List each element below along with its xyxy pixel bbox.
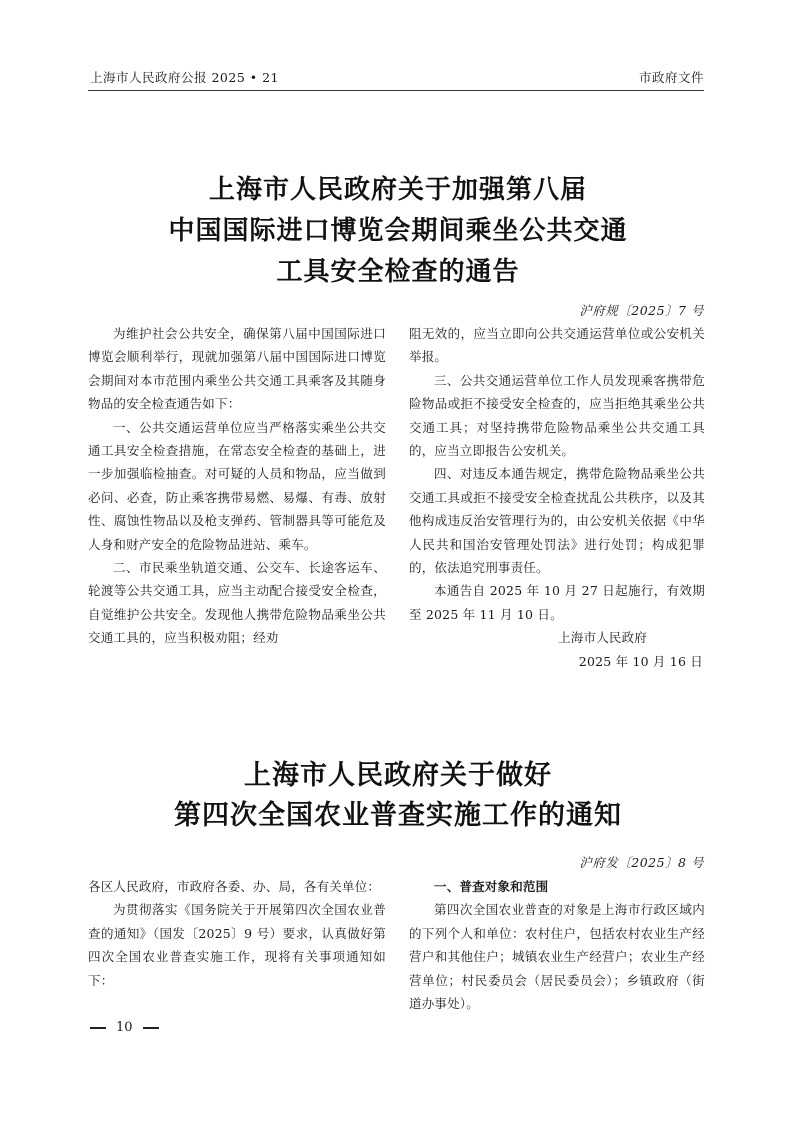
notice-left-column [88,322,386,650]
section-heading: 一、普查对象和范围 [434,879,549,894]
notice-right-column [409,322,705,673]
body-paragraph: 为贯彻落实《国务院关于开展第四次全国农业普查的通知》（国发〔2025〕9 号）要求，认真做好第四次全国农业普查实施工作，现将有关事项通知如下： [88,902,386,988]
header-divider [88,90,704,91]
notice-title [100,170,696,293]
running-header-publication: 上海市人民政府公报 2025 • 21 [90,70,280,85]
body-paragraph-continuation: 阻无效的，应当立即向公共交通运营单位或公安机关举报。 [409,326,705,365]
body-paragraph: 为维护社会公共安全，确保第八届中国国际进口博览会顺利举行，现就加强第八届中国国际进口博览会期间对本市范围内乘坐公共交通工具乘客及其随身物品的安全检查通告如下： [88,326,386,412]
body-paragraph: 本通告自 2025 年 10 月 27 日起施行，有效期至 2025 年 11 月 10 日。 [409,583,705,622]
issue-date: 2025 年 10 月 16 日 [578,653,703,669]
body-paragraph: 四、对违反本通告规定，携带危险物品乘坐公共交通工具或拒不接受安全检查扰乱公共秩序，以及其他构成违反治安管理行为的，由公安机关依据《中华人民共和国治安管理处罚法》进行处罚；构成犯罪的，依法追究刑事责任。 [409,466,705,576]
notice-title [100,756,696,836]
body-paragraph: 二、市民乘坐轨道交通、公交车、长途客运车、轮渡等公共交通工具，应当主动配合接受安全检查，自觉维护公共安全。发现他人携带危险物品乘坐公共交通工具的，应当积极劝阻；经劝 [88,560,386,646]
addressee: 各区人民政府，市政府各委、办、局，各有关单位： [88,879,381,894]
page-number-value: 10 [116,1020,133,1035]
signature: 上海市人民政府 [558,630,647,646]
title-line: 第四次全国农业普查实施工作的通知 [174,800,622,831]
page-number-dash-right [143,1027,159,1029]
body-paragraph: 第四次全国农业普查的对象是上海市行政区域内的下列个人和单位：农村住户，包括农村农业生产经营户和其他住户；城镇农业生产经营户；农业生产经营单位；村民委员会（居民委员会）；乡镇政府（街道办事处）。 [409,902,705,1012]
body-paragraph: 一、公共交通运营单位应当严格落实乘坐公共交通工具安全检查措施，在常态安全检查的基础上，进一步加强临检抽查。对可疑的人员和物品，应当做到必问、必查，防止乘客携带易燃、易爆、有毒、放射性、腐蚀性物品以及枪支弹药、管制器具等可能危及人身和财产安全的危险物品进站、乘车。 [88,419,386,552]
page-number-dash-left [90,1027,106,1029]
notice-left-column [88,875,386,992]
page-number [90,1020,159,1035]
notice-right-column [409,875,705,1015]
running-header-section: 市政府文件 [638,70,704,85]
title-line: 上海市人民政府关于做好 [244,760,552,791]
body-paragraph: 三、公共交通运营单位工作人员发现乘客携带危险物品或拒不接受安全检查的，应当拒绝其乘坐公共交通工具；对坚持携带危险物品乘坐公共交通工具的，应当立即报告公安机关。 [409,372,705,459]
document-number: 沪府规〔2025〕7 号 [579,303,704,318]
title-line: 上海市人民政府关于加强第八届 [208,175,587,205]
document-number: 沪府发〔2025〕8 号 [579,855,704,870]
title-line: 工具安全检查的通告 [276,257,520,287]
title-line: 中国国际进口博览会期间乘坐公共交通 [168,216,628,246]
